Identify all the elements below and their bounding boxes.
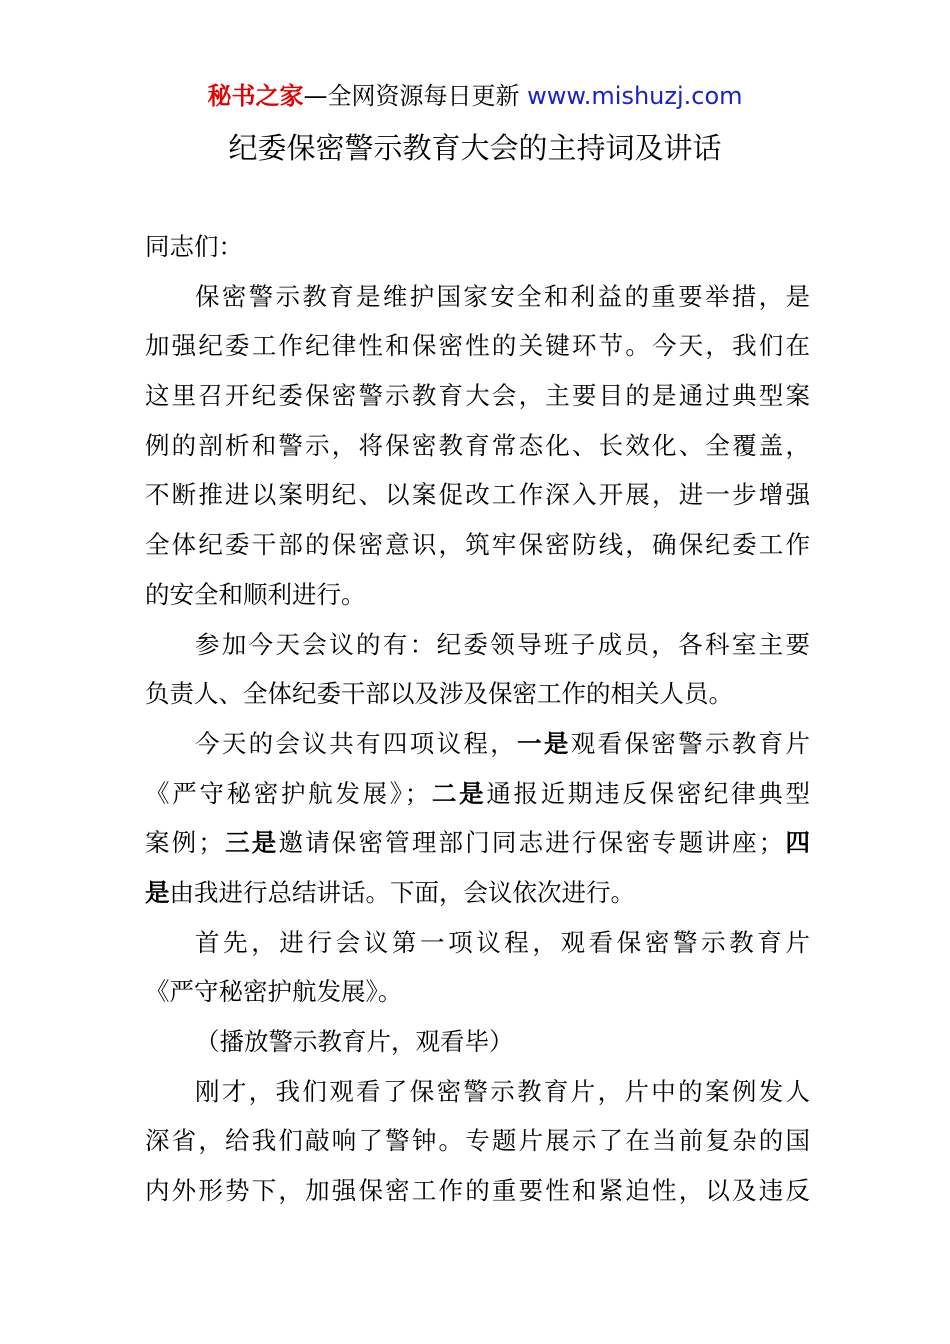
document-body	[145, 222, 810, 1216]
text-segment: 观看保密警示教育片	[570, 728, 810, 758]
text-segment: 刚才，我们观看了保密警示教育片，片中的案例发人	[195, 1076, 810, 1106]
paragraph-line	[145, 620, 810, 670]
text-segment: 的安全和顺利进行。	[145, 579, 366, 609]
paragraph-line	[145, 918, 810, 968]
document-title: 纪委保密警示教育大会的主持词及讲话	[228, 131, 722, 165]
text-segment: 这里召开纪委保密警示教育大会，主要目的是通过典型案	[145, 381, 810, 411]
paragraph-line	[145, 222, 810, 272]
text-segment: 案例；	[145, 828, 223, 858]
site-header	[0, 80, 950, 112]
paragraph-line	[145, 371, 810, 421]
bold-text: 是	[145, 877, 170, 907]
bold-text: 三是	[222, 828, 279, 858]
paragraph-line	[145, 1166, 810, 1216]
text-segment: 参加今天会议的有：纪委领导班子成员，各科室主要	[195, 629, 810, 659]
site-brand: 秘书之家	[207, 82, 304, 110]
text-segment: 负责人、全体纪委干部以及涉及保密工作的相关人员。	[145, 679, 733, 709]
text-segment: （播放警示教育片，观看毕）	[195, 1027, 514, 1056]
paragraph-line	[145, 1067, 810, 1117]
paragraph-line	[145, 272, 810, 322]
text-segment: 加强纪委工作纪律性和保密性的关键环节。今天，我们在	[145, 331, 810, 361]
text-segment: 保密警示教育是维护国家安全和利益的重要举措，是	[195, 281, 810, 311]
text-segment: 由我进行总结讲话。下面，会议依次进行。	[169, 877, 635, 907]
bold-text: 四	[783, 828, 810, 858]
paragraph-line	[145, 769, 810, 819]
site-tagline: —全网资源每日更新	[303, 82, 528, 110]
paragraph-line	[145, 321, 810, 371]
text-segment: 《严守秘密护航发展》。	[145, 977, 403, 1007]
text-segment: 首先，进行会议第一项议程，观看保密警示教育片	[195, 927, 810, 957]
text-segment: 例的剖析和警示，将保密教育常态化、长效化、全覆盖，	[145, 430, 810, 460]
text-segment: 不断推进以案明纪、以案促改工作深入开展，进一步增强	[145, 480, 810, 510]
text-segment: 深省，给我们敲响了警钟。专题片展示了在当前复杂的国	[145, 1126, 810, 1156]
paragraph-line	[145, 719, 810, 769]
paragraph-line	[145, 570, 810, 620]
paragraph-line	[145, 669, 810, 719]
paragraph-line	[145, 470, 810, 520]
paragraph-line	[145, 520, 810, 570]
text-segment: 通报近期违反保密纪律典型	[486, 778, 810, 808]
text-segment: 全体纪委干部的保密意识，筑牢保密防线，确保纪委工作	[145, 530, 810, 560]
paragraph-line	[145, 421, 810, 471]
text-segment: 今天的会议共有四项议程，	[195, 728, 518, 758]
text-segment: 同志们：	[145, 232, 243, 261]
bold-text: 二是	[429, 778, 487, 808]
text-segment: 《严守秘密护航发展》；	[145, 778, 430, 808]
bold-text: 一是	[517, 728, 571, 758]
text-segment: 内外形势下，加强保密工作的重要性和紧迫性，以及违反	[145, 1176, 810, 1206]
paragraph-line	[145, 818, 810, 868]
site-url[interactable]: www.mishuzj.com	[527, 82, 743, 110]
paragraph-line	[145, 1017, 810, 1067]
paragraph-line	[145, 868, 810, 918]
text-segment: 邀请保密管理部门同志进行保密专题讲座；	[278, 828, 784, 858]
paragraph-line	[145, 1116, 810, 1166]
paragraph-line	[145, 967, 810, 1017]
